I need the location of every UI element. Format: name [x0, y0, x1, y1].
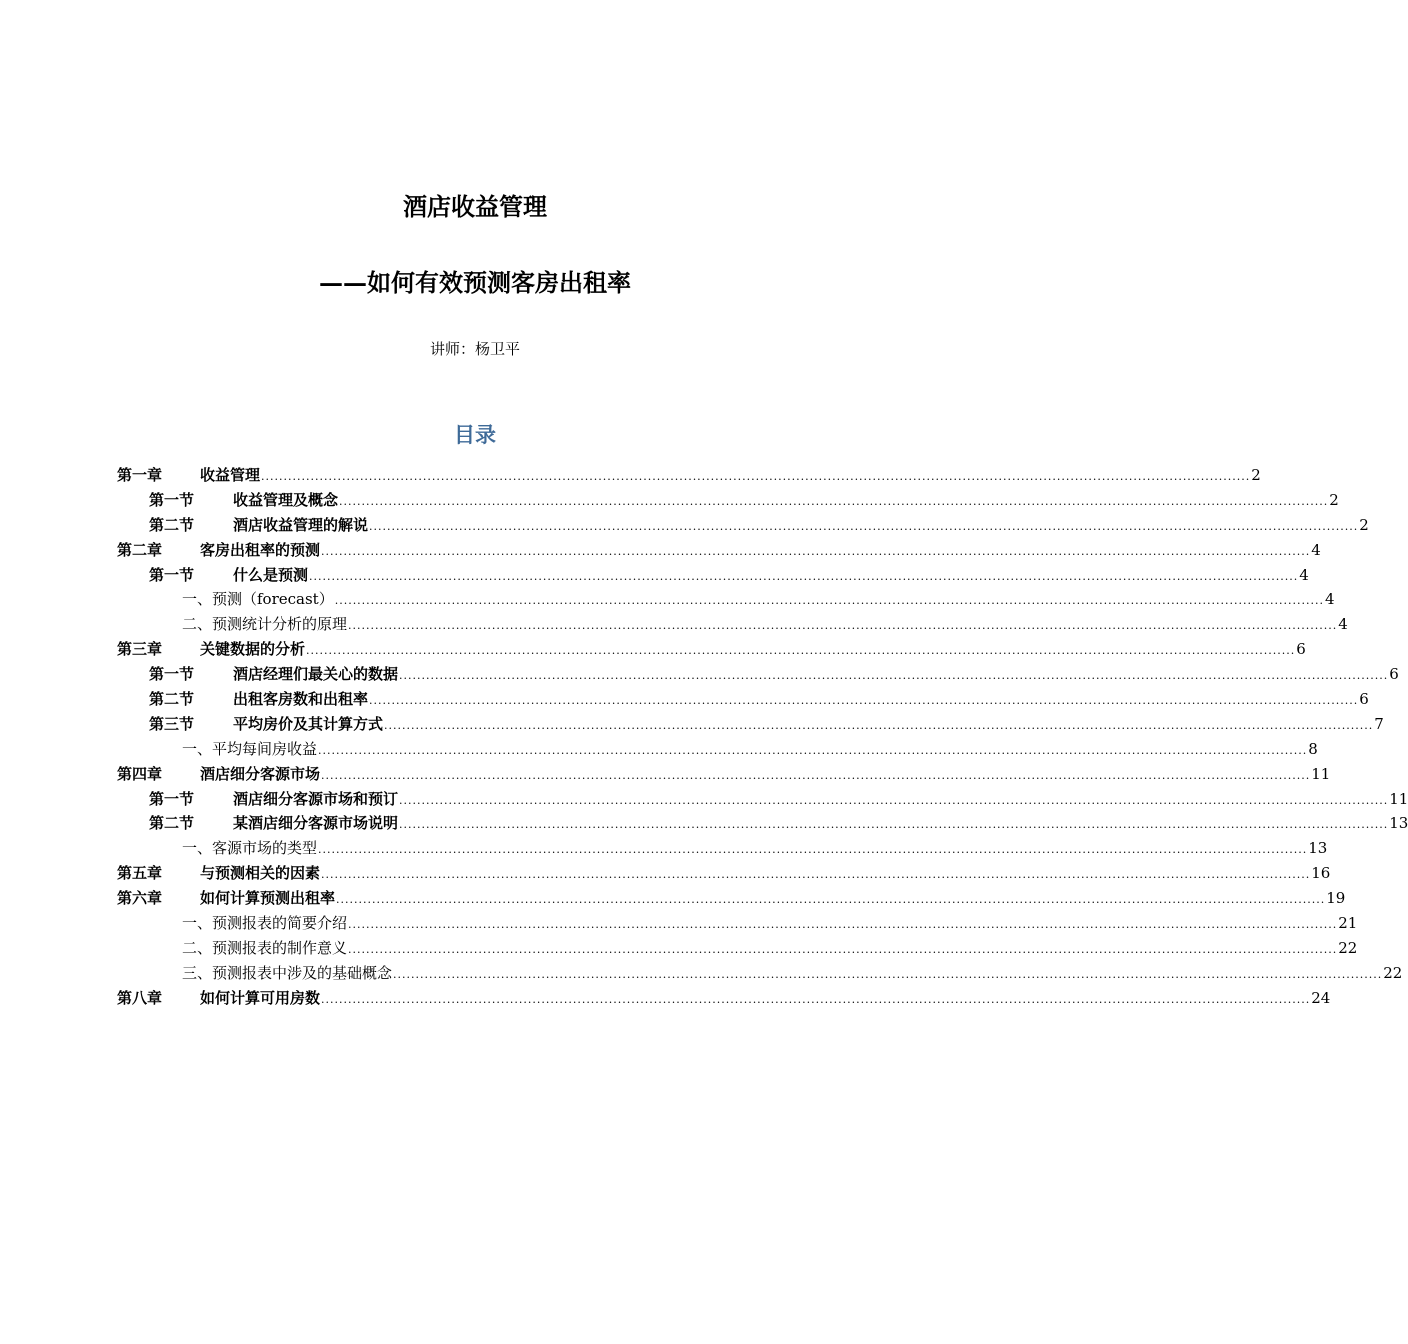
toc-entry[interactable] — [117, 936, 1358, 961]
toc-entry-label: 二、预测统计分析的原理 — [182, 615, 348, 634]
toc-entry[interactable] — [117, 961, 1403, 986]
toc-entry-page: 2 — [1329, 490, 1339, 509]
toc-leader-dots: ............................................................................................................................................................................................................................ — [336, 893, 1326, 907]
toc-entry-label: 如何计算预测出租率 — [200, 889, 336, 908]
toc-entry-page: 24 — [1311, 988, 1331, 1007]
toc-entry-label: 平均房价及其计算方式 — [233, 714, 384, 733]
toc-entry[interactable] — [117, 886, 1346, 911]
toc-entry[interactable] — [117, 861, 1331, 886]
toc-leader-dots: ............................................................................................................................................................................................................................ — [399, 818, 1389, 832]
toc-entry[interactable] — [117, 612, 1348, 637]
toc-leader-dots: ............................................................................................................................................................................................................................ — [321, 544, 1311, 558]
toc-leader-dots: ............................................................................................................................................................................................................................ — [339, 494, 1329, 508]
toc-entry-page: 21 — [1338, 914, 1358, 933]
toc-leader-dots: ............................................................................................................................................................................................................................ — [318, 743, 1308, 757]
toc-leader-dots: ............................................................................................................................................................................................................................ — [369, 694, 1359, 708]
toc-entry-number: 第一章 — [117, 466, 163, 484]
toc-leader-dots: ............................................................................................................................................................................................................................ — [393, 967, 1383, 981]
toc-entry-page: 2 — [1251, 466, 1261, 484]
toc-entry[interactable] — [117, 737, 1318, 762]
toc-entry[interactable] — [117, 836, 1328, 861]
toc-entry[interactable] — [117, 687, 1369, 712]
toc-entry-page: 4 — [1299, 565, 1309, 584]
toc-entry-label: 如何计算可用房数 — [200, 988, 321, 1007]
toc-leader-dots: ............................................................................................................................................................................................................................ — [321, 992, 1311, 1006]
toc-entry-label: 酒店收益管理的解说 — [233, 515, 369, 534]
toc-entry-page: 6 — [1359, 690, 1369, 709]
toc-entry[interactable] — [117, 488, 1339, 513]
toc-entry-label: 酒店经理们最关心的数据 — [233, 665, 399, 684]
toc-entry-page: 11 — [1389, 789, 1408, 808]
toc-leader-dots: ............................................................................................................................................................................................................................ — [321, 768, 1311, 782]
toc-entry[interactable] — [117, 538, 1321, 563]
toc-entry-number: 第二章 — [117, 540, 163, 559]
toc-entry-label: 收益管理 — [200, 466, 261, 484]
toc-entry-page: 2 — [1359, 515, 1369, 534]
toc-entry[interactable] — [117, 563, 1309, 588]
toc-entry-label: 一、客源市场的类型 — [182, 839, 318, 858]
toc-entry-label: 酒店细分客源市场和预订 — [233, 789, 399, 808]
toc-entry-page: 19 — [1326, 889, 1346, 908]
toc-leader-dots: ............................................................................................................................................................................................................................ — [348, 619, 1338, 633]
toc-leader-dots: ............................................................................................................................................................................................................................ — [399, 669, 1389, 683]
toc-entry-label: 一、预测报表的简要介绍 — [182, 914, 348, 933]
toc-entry-number: 第二节 — [149, 690, 195, 709]
toc-entry-label: 客房出租率的预测 — [200, 540, 321, 559]
toc-entry-page: 6 — [1389, 665, 1399, 684]
toc-entry[interactable] — [117, 513, 1369, 538]
toc-leader-dots: ............................................................................................................................................................................................................................ — [309, 569, 1299, 583]
toc-entry-number: 第六章 — [117, 889, 163, 908]
toc-entry-page: 4 — [1324, 590, 1335, 609]
toc-entry-label: 一、平均每间房收益 — [182, 739, 318, 758]
toc-leader-dots: ............................................................................................................................................................................................................................ — [384, 718, 1374, 732]
toc-entry[interactable] — [117, 986, 1331, 1011]
toc-entry-page: 22 — [1338, 938, 1358, 957]
toc-entry[interactable] — [117, 463, 1261, 488]
toc-entry-label: 某酒店细分客源市场说明 — [233, 814, 399, 833]
toc-entry[interactable] — [117, 587, 1335, 612]
toc-entry-label: 二、预测报表的制作意义 — [182, 938, 348, 957]
toc-entry-page: 13 — [1308, 839, 1328, 858]
toc-leader-dots: ............................................................................................................................................................................................................................ — [334, 594, 1324, 608]
toc-entry-number: 第四章 — [117, 764, 163, 783]
toc-entry-label: 与预测相关的因素 — [200, 864, 321, 883]
toc-entry-number: 第五章 — [117, 864, 163, 883]
toc-heading: 目录 — [454, 422, 496, 447]
table-of-contents — [117, 463, 1408, 1011]
document-subtitle: ——如何有效预测客房出租率 — [319, 268, 631, 297]
toc-leader-dots: ............................................................................................................................................................................................................................ — [348, 918, 1338, 932]
lecturer-line: 讲师：杨卫平 — [429, 340, 520, 358]
toc-entry-label: 一、预测（forecast） — [182, 590, 334, 609]
toc-entry[interactable] — [117, 712, 1384, 737]
toc-entry-page: 16 — [1311, 864, 1331, 883]
toc-entry-page: 7 — [1374, 714, 1384, 733]
toc-entry-label: 酒店细分客源市场 — [200, 764, 321, 783]
toc-leader-dots: ............................................................................................................................................................................................................................ — [306, 644, 1296, 658]
toc-entry-label: 出租客房数和出租率 — [233, 690, 369, 709]
toc-entry-number: 第三章 — [117, 640, 163, 659]
toc-entry-page: 11 — [1311, 764, 1331, 783]
toc-entry[interactable] — [117, 911, 1358, 936]
toc-leader-dots: ............................................................................................................................................................................................................................ — [399, 793, 1389, 807]
toc-entry-number: 第一节 — [149, 789, 195, 808]
document-title: 酒店收益管理 — [403, 192, 547, 221]
toc-entry-page: 8 — [1308, 739, 1318, 758]
toc-entry-number: 第一节 — [149, 665, 195, 684]
toc-entry-number: 第八章 — [117, 988, 163, 1007]
toc-entry-page: 4 — [1311, 540, 1321, 559]
toc-leader-dots: ............................................................................................................................................................................................................................ — [321, 868, 1311, 882]
toc-entry-number: 第三节 — [149, 714, 195, 733]
toc-entry-page: 22 — [1383, 963, 1403, 982]
toc-entry[interactable] — [117, 662, 1399, 687]
toc-entry[interactable] — [117, 811, 1408, 836]
toc-entry[interactable] — [117, 637, 1306, 662]
toc-entry-label: 收益管理及概念 — [233, 490, 339, 509]
toc-leader-dots: ............................................................................................................................................................................................................................ — [318, 843, 1308, 857]
toc-entry-label: 三、预测报表中涉及的基础概念 — [182, 963, 393, 982]
toc-entry-page: 6 — [1296, 640, 1306, 659]
toc-entry-number: 第一节 — [149, 490, 195, 509]
toc-entry-label: 什么是预测 — [233, 565, 309, 584]
toc-leader-dots: ............................................................................................................................................................................................................................ — [261, 470, 1251, 483]
toc-entry-page: 4 — [1338, 615, 1348, 634]
toc-entry-label: 关键数据的分析 — [200, 640, 306, 659]
toc-entry[interactable] — [117, 762, 1331, 787]
toc-leader-dots: ............................................................................................................................................................................................................................ — [348, 942, 1338, 956]
toc-leader-dots: ............................................................................................................................................................................................................................ — [369, 519, 1359, 533]
toc-entry-page: 13 — [1389, 814, 1408, 833]
toc-entry-number: 第一节 — [149, 565, 195, 584]
toc-entry-number: 第二节 — [149, 814, 195, 833]
toc-entry-number: 第二节 — [149, 515, 195, 534]
toc-entry[interactable] — [117, 787, 1408, 812]
